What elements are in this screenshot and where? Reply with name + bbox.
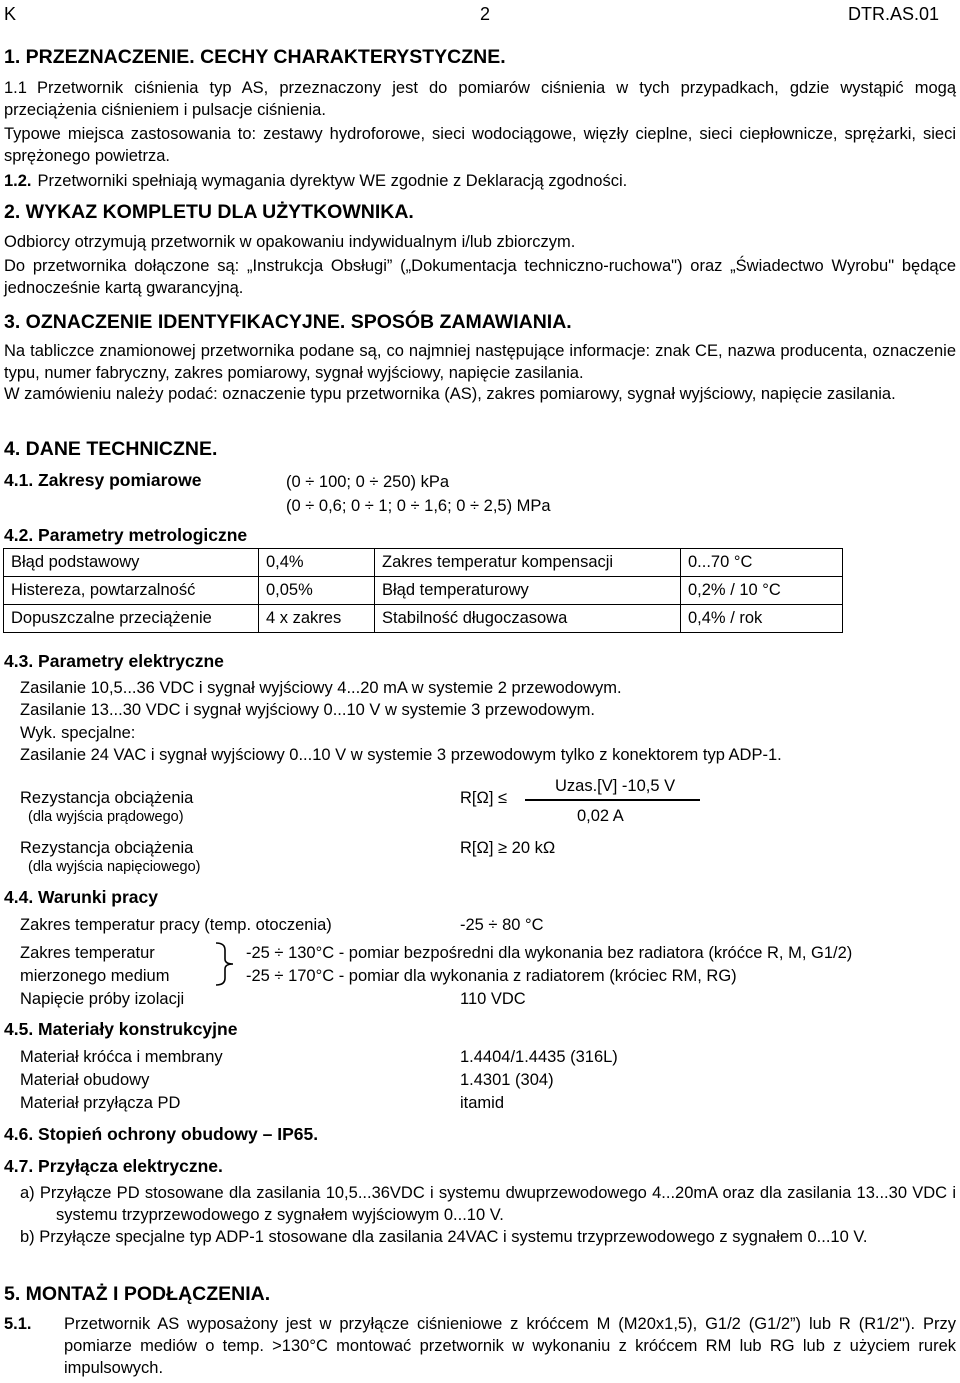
load-resistance-current-numerator: Uzas.[V] -10,5 V <box>555 777 676 795</box>
special-version-label: Wyk. specjalne: <box>20 724 136 742</box>
table-cell: 4 x zakres <box>259 605 375 633</box>
paragraph-1-2-text: Przetworniki spełniają wymagania dyrektyw WE zgodnie z Deklaracją zgodności. <box>37 172 628 190</box>
load-resistance-current-sub: (dla wyjścia prądowego) <box>28 809 184 825</box>
measuring-range-mpa: (0 ÷ 0,6; 0 ÷ 1; 0 ÷ 1,6; 0 ÷ 2,5) MPa <box>286 497 551 515</box>
table-cell: 0,4% / rok <box>681 605 843 633</box>
insulation-test-value: 110 VDC <box>460 990 526 1008</box>
medium-temperature-radiator: -25 ÷ 170°C - pomiar dla wykonania z radiatorem (króciec RM, RG) <box>246 967 737 985</box>
header-doc-code: DTR.AS.01 <box>848 4 940 24</box>
supply-2-wire: Zasilanie 10,5...36 VDC i sygnał wyjściowy 4...20 mA w systemie 2 przewodowym. <box>20 679 622 697</box>
section-2-title: 2. WYKAZ KOMPLETU DLA UŻYTKOWNIKA. <box>4 201 414 223</box>
table-cell: Błąd podstawowy <box>4 549 259 577</box>
section-4-7-title: 4.7. Przyłącza elektryczne. <box>4 1156 223 1176</box>
load-resistance-current-denominator: 0,02 A <box>577 807 624 825</box>
paragraph-5-1 <box>4 1314 956 1379</box>
table-cell: 0,4% <box>259 549 375 577</box>
header-page-number: 2 <box>480 4 491 24</box>
material-label: Materiał króćca i membrany <box>20 1048 223 1066</box>
ambient-temperature-value: -25 ÷ 80 °C <box>460 916 544 934</box>
paragraph-3-1: Na tabliczce znamionowej przetwornika podane są, co najmniej następujące informacje: znak CE, nazwa producenta, oznaczenie typu, numer fabryczny, zakres pomiarowy, sygnał wyjściowy, napięcie zasilania. <box>4 342 956 382</box>
section-4-4-title: 4.4. Warunki pracy <box>4 887 158 907</box>
section-4-2-title: 4.2. Parametry metrologiczne <box>4 525 248 545</box>
section-4-1-title: 4.1. Zakresy pomiarowe <box>4 470 202 490</box>
medium-temperature-label-a: Zakres temperatur <box>20 944 155 962</box>
section-4-3-title: 4.3. Parametry elektryczne <box>4 651 224 671</box>
section-5-title: 5. MONTAŻ I PODŁĄCZENIA. <box>4 1283 271 1305</box>
insulation-test-label: Napięcie próby izolacji <box>20 990 185 1008</box>
paragraph-5-1-text: Przetwornik AS wyposażony jest w przyłącze ciśnieniowe z króćcem M (M20x1,5), G1/2 (G1/2”) lub R (R1/2"). Przy pomiarze mediów o temp. >130°C montować przetwornik w wykonaniu z króćcem RM lub RG lub z użyciem rurek impulsowych. <box>64 1315 956 1377</box>
paragraph-1-2 <box>4 171 627 193</box>
table-cell: 0...70 °C <box>681 549 843 577</box>
section-4-title: 4. DANE TECHNICZNE. <box>4 438 218 460</box>
load-resistance-voltage-sub: (dla wyjścia napięciowego) <box>28 859 201 875</box>
table-cell: 0,2% / 10 °C <box>681 577 843 605</box>
load-resistance-voltage-formula: R[Ω] ≥ 20 kΩ <box>460 839 556 857</box>
table-cell: Histereza, powtarzalność <box>4 577 259 605</box>
material-value: 1.4404/1.4435 (316L) <box>460 1048 618 1066</box>
connector-pd-item: a) Przyłącze PD stosowane dla zasilania 10,5...36VDC i systemu dwuprzewodowego 4...20mA oraz dla zasilania 13...30 VDC i systemu trzyprzewodowego z sygnałem wyjściowym 0...10 V. <box>20 1184 956 1224</box>
paragraph-1-1-text: Przetwornik ciśnienia typ AS, przeznaczony jest do pomiarów ciśnienia w tych przypadkach, gdzie wystąpić mogą przeciążenia ciśnieniem i pulsacje ciśnienia. <box>4 79 956 119</box>
material-label: Materiał przyłącza PD <box>20 1094 181 1112</box>
paragraph-2-2: Do przetwornika dołączone są: „Instrukcja Obsługi” („Dokumentacja techniczno-ruchowa") oraz „Świadectwo Wyrobu" będące jednocześnie kartą gwarancyjną. <box>4 257 956 297</box>
header-left: K <box>4 4 17 24</box>
table-cell: 0,05% <box>259 577 375 605</box>
paragraph-5-1-number: 5.1. <box>4 1315 32 1333</box>
curly-brace-icon <box>212 941 244 987</box>
supply-3-wire: Zasilanie 13...30 VDC i sygnał wyjściowy 0...10 V w systemie 3 przewodowym. <box>20 701 595 719</box>
connector-adp1-item: b) Przyłącze specjalne typ ADP-1 stosowane dla zasilania 24VAC i systemu trzyprzewodowego z sygnałem 0...10 V. <box>20 1228 868 1246</box>
load-resistance-voltage-label: Rezystancja obciążenia <box>20 839 194 857</box>
table-row <box>4 577 843 605</box>
ambient-temperature-label: Zakres temperatur pracy (temp. otoczenia) <box>20 916 332 934</box>
medium-temperature-label-b: mierzonego medium <box>20 967 170 985</box>
table-cell: Zakres temperatur kompensacji <box>375 549 681 577</box>
table-cell: Stabilność długoczasowa <box>375 605 681 633</box>
table-cell: Dopuszczalne przeciążenie <box>4 605 259 633</box>
section-4-5-title: 4.5. Materiały konstrukcyjne <box>4 1019 238 1039</box>
fraction-bar <box>525 799 700 801</box>
material-value: 1.4301 (304) <box>460 1071 554 1089</box>
table-cell: Błąd temperaturowy <box>375 577 681 605</box>
material-value: itamid <box>460 1094 505 1112</box>
paragraph-1-2-number: 1.2. <box>4 172 32 190</box>
table-row <box>4 605 843 633</box>
section-3-title: 3. OZNACZENIE IDENTYFIKACYJNE. SPOSÓB ZAMAWIANIA. <box>4 311 572 333</box>
measuring-range-kpa: (0 ÷ 100; 0 ÷ 250) kPa <box>286 473 450 491</box>
material-label: Materiał obudowy <box>20 1071 150 1089</box>
paragraph-1-1-number: 1.1 <box>4 79 27 97</box>
paragraph-1-1-typical-uses: Typowe miejsca zastosowania to: zestawy hydroforowe, sieci wodociągowe, więzły cieplne, sieci ciepłownicze, sprężarki, sieci sprężonego powietrza. <box>4 125 956 165</box>
section-4-6-title: 4.6. Stopień ochrony obudowy – IP65. <box>4 1124 319 1144</box>
section-1-title: 1. PRZEZNACZENIE. CECHY CHARAKTERYSTYCZNE. <box>4 46 506 68</box>
paragraph-1-1 <box>4 78 956 122</box>
table-row <box>4 549 843 577</box>
medium-temperature-direct: -25 ÷ 130°C - pomiar bezpośredni dla wykonania bez radiatora (króćce R, M, G1/2) <box>246 944 853 962</box>
paragraph-3-2: W zamówieniu należy podać: oznaczenie typu przetwornika (AS), zakres pomiarowy, sygnał wyjściowy, napięcie zasilania. <box>4 385 896 403</box>
load-resistance-current-lhs: R[Ω] ≤ <box>460 789 508 807</box>
metrology-table <box>3 548 843 633</box>
load-resistance-current-label: Rezystancja obciążenia <box>20 789 194 807</box>
paragraph-2-1: Odbiorcy otrzymują przetwornik w opakowaniu indywidualnym i/lub zbiorczym. <box>4 233 576 251</box>
supply-special: Zasilanie 24 VAC i sygnał wyjściowy 0...10 V w systemie 3 przewodowym tylko z konektorem typ ADP-1. <box>20 746 782 764</box>
